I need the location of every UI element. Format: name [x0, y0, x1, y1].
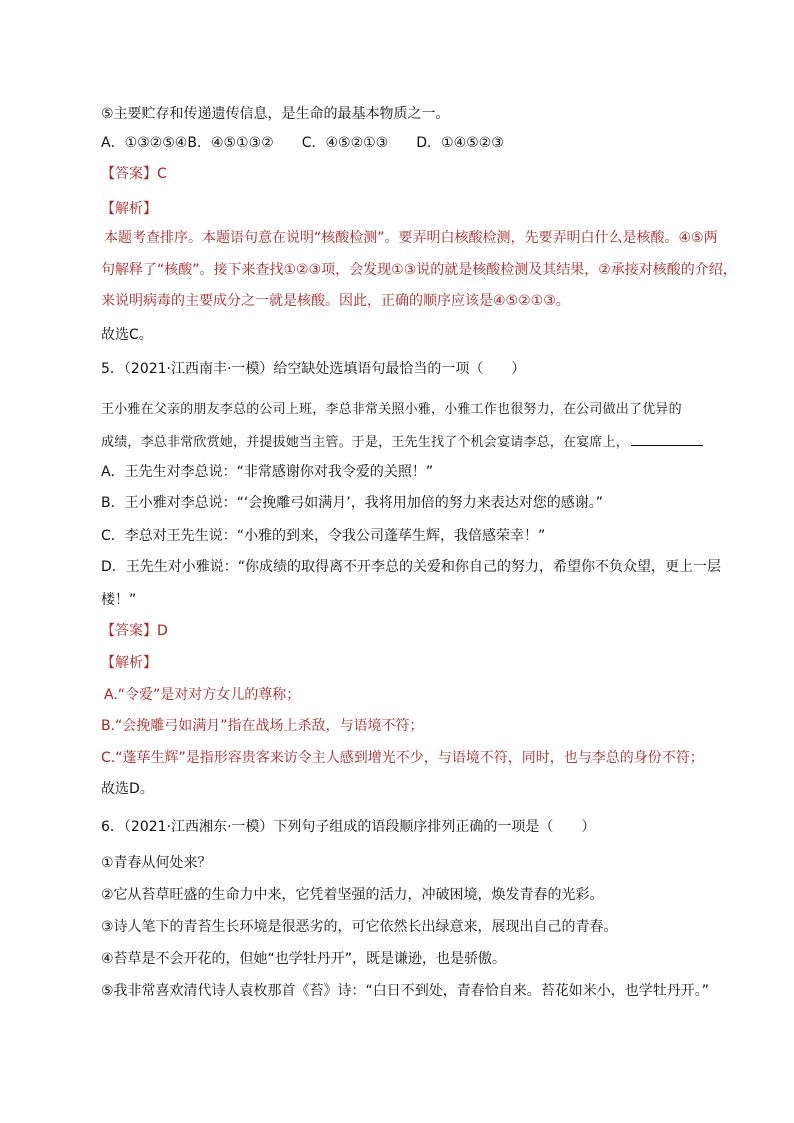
answer-value: C	[157, 166, 167, 182]
q6-item-2: ②它从苔草旺盛的生命力中来，它凭着坚强的活力，冲破困境，焕发青春的光彩。	[101, 887, 604, 903]
q5-passage-line-2	[101, 431, 703, 453]
q4-option-b: B．④⑤①③②	[187, 135, 274, 151]
q6-item-3: ③诗人笔下的青苔生长环境是很恶劣的，可它依然长出绿意来，展现出自己的青春。	[101, 919, 618, 935]
q4-analysis-tag: 【解析】	[101, 201, 157, 217]
q4-answer	[101, 164, 167, 184]
q5-passage-text: 成绩，李总非常欣赏她，并提拔她当主管。于是，王先生找了个机会宴请李总，在宴席上，	[101, 435, 630, 450]
q5-conclusion: 故选D。	[101, 781, 154, 797]
q6-item-5: ⑤我非常喜欢清代诗人袁枚那首《苔》诗：“白日不到处，青春恰自来。苔花如米小，也学牡丹开。”	[101, 983, 710, 999]
q5-answer	[101, 621, 168, 641]
q5-analysis-line-b: B.“会挽雕弓如满月”指在战场上杀敌，与语境不符；	[101, 718, 424, 734]
q6-stem: 6．（2021·江西湘东·一模）下列句子组成的语段顺序排列正确的一项是（ ）	[101, 819, 596, 835]
q5-option-d-cont: 楼！”	[101, 592, 137, 608]
q5-analysis-line-c: C.“蓬荜生辉”是指形容贵客来访令主人感到增光不少，与语境不符，同时，也与李总的身份不符；	[101, 750, 704, 766]
q5-analysis-line-a: A.“令爱”是对对方女儿的尊称；	[104, 687, 301, 703]
q4-analysis-line-2: 句解释了“核酸”。接下来查找①②③项，会发现①③说的就是核酸检测及其结果，②承接对核酸的介绍，	[101, 262, 737, 278]
fill-blank	[631, 431, 703, 446]
q5-option-b: B．王小雅对李总说：“‘会挽雕弓如满月’，我将用加倍的努力来表达对您的感谢。”	[101, 495, 604, 511]
q4-analysis-line-1: 本题考查排序。本题语句意在说明“核酸检测”。要弄明白核酸检测，先要弄明白什么是核酸。④⑤两	[104, 230, 718, 246]
q4-option-c: C．④⑤②①③	[301, 135, 389, 151]
q4-analysis-line-3: 来说明病毒的主要成分之一就是核酸。因此，正确的顺序应该是④⑤②①③。	[101, 293, 570, 309]
q4-conclusion: 故选C。	[101, 327, 153, 343]
q5-analysis-tag: 【解析】	[101, 655, 157, 671]
q6-item-4: ④苔草是不会开花的，但她“也学牡丹开”，既是谦逊，也是骄傲。	[101, 951, 507, 967]
q5-option-c: C．李总对王先生说：“小雅的到来，令我公司蓬荜生辉，我倍感荣幸！”	[101, 528, 546, 544]
q4-option-d: D．①④⑤②③	[416, 135, 504, 151]
q5-stem: 5．（2021·江西南丰·一模）给空缺处选填语句最恰当的一项（ ）	[101, 361, 526, 377]
q4-item-5: ⑤主要贮存和传递遗传信息，是生命的最基本物质之一。	[101, 106, 450, 122]
q5-passage-line-1: 王小雅在父亲的朋友李总的公司上班，李总非常关照小雅，小雅工作也很努力，在公司做出了优异的	[101, 402, 682, 417]
answer-tag: 【答案】	[101, 166, 157, 182]
q5-option-a: A．王先生对李总说：“非常感谢你对我令爱的关照！”	[101, 464, 434, 480]
answer-value: D	[157, 623, 168, 639]
q4-options	[101, 133, 504, 153]
q5-option-d: D．王先生对小雅说：“你成绩的取得离不开李总的关爱和你自己的努力，希望你不负众望，更上一层	[101, 559, 722, 575]
answer-tag: 【答案】	[101, 623, 157, 639]
q6-item-1: ①青春从何处来？	[101, 855, 212, 871]
q4-option-a: A．①③②⑤④	[101, 135, 188, 151]
